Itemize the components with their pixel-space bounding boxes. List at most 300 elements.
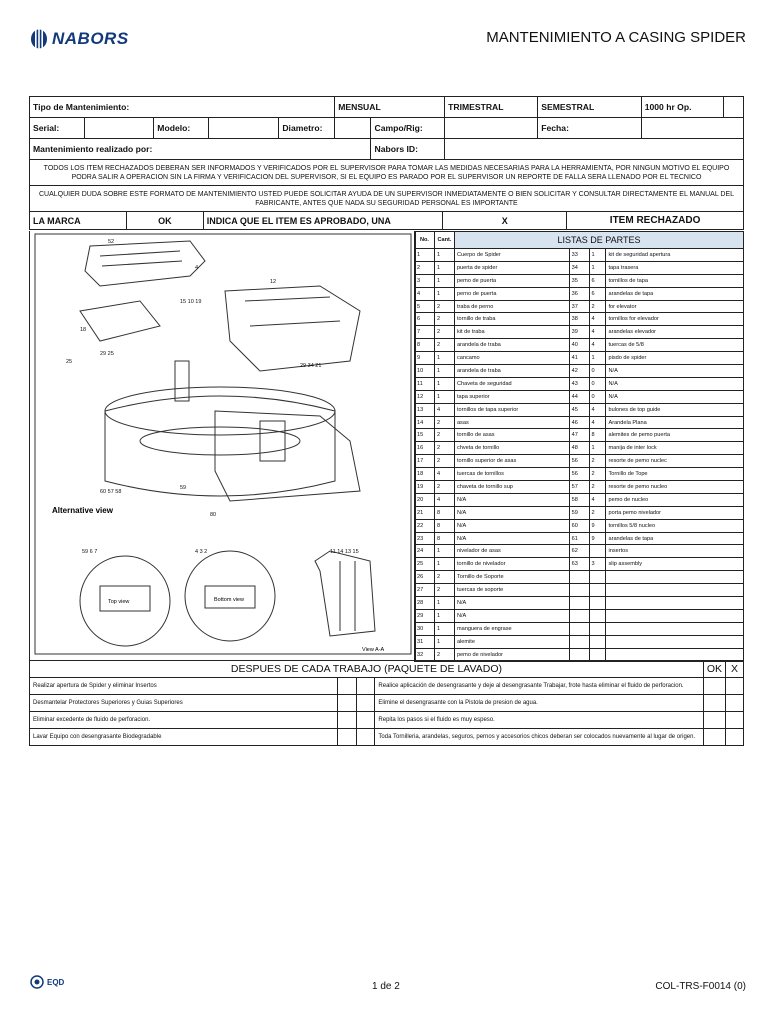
part-no: 33 <box>569 249 589 262</box>
part-no: 17 <box>415 455 435 468</box>
bottom-view-label: Bottom view <box>214 597 244 603</box>
part-no: 45 <box>569 403 589 416</box>
part-no: 40 <box>569 339 589 352</box>
callout-12: 12 <box>270 279 277 285</box>
part-no: 20 <box>415 493 435 506</box>
part-desc <box>606 597 744 610</box>
part-qty: 2 <box>434 300 454 313</box>
part-desc <box>606 584 744 597</box>
part-qty: 4 <box>434 403 454 416</box>
part-desc: Tornillo de Soporte <box>454 571 569 584</box>
part-no <box>569 597 589 610</box>
part-desc: kit de traba <box>454 326 569 339</box>
campo-field[interactable] <box>445 118 538 139</box>
part-desc: chaveta de tornillo sup <box>454 481 569 494</box>
callout-80: 80 <box>210 512 217 518</box>
part-qty: 2 <box>434 416 454 429</box>
part-desc <box>606 622 744 635</box>
parts-row <box>415 597 744 610</box>
part-no: 10 <box>415 365 435 378</box>
nabors-logo <box>30 28 129 50</box>
part-desc: Cuerpo de Spider <box>454 249 569 262</box>
part-desc: tornillo de nivelador <box>454 558 569 571</box>
part-desc: N/A <box>606 365 744 378</box>
part-qty: 1 <box>434 609 454 622</box>
part-qty: 2 <box>589 468 606 481</box>
washing-row <box>30 695 744 712</box>
page-number: 1 de 2 <box>372 981 400 992</box>
part-desc: alemite <box>454 635 569 648</box>
part-no: 9 <box>415 352 435 365</box>
part-no: 62 <box>569 545 589 558</box>
parts-row <box>415 416 744 429</box>
part-no: 44 <box>569 390 589 403</box>
part-qty: 4 <box>589 313 606 326</box>
washing-step: Realizar apertura de Spider y eliminar Insertos <box>30 678 338 695</box>
washing-x-check[interactable] <box>726 712 744 729</box>
washing-title: DESPUES DE CADA TRABAJO (PAQUETE DE LAVADO) <box>30 661 704 678</box>
part-no: 58 <box>569 493 589 506</box>
part-qty: 2 <box>434 481 454 494</box>
parts-col-cant: Cant. <box>434 232 454 249</box>
realizado-label: Mantenimiento realizado por: <box>30 139 371 160</box>
part-qty: 4 <box>589 403 606 416</box>
tipo-label: Tipo de Mantenimiento: <box>30 97 335 118</box>
part-no: 28 <box>415 597 435 610</box>
part-desc: arandelas de tapa <box>606 287 744 300</box>
parts-row <box>415 300 744 313</box>
maintenance-form <box>29 96 744 160</box>
mensual-option[interactable]: MENSUAL <box>335 97 445 118</box>
part-qty: 8 <box>434 532 454 545</box>
part-qty: 4 <box>589 493 606 506</box>
part-no: 6 <box>415 313 435 326</box>
part-no: 3 <box>415 274 435 287</box>
part-desc: tornillo superior de asas <box>454 455 569 468</box>
washing-ok-check[interactable] <box>337 729 356 746</box>
parts-row <box>415 429 744 442</box>
part-desc: tornillo de asas <box>454 429 569 442</box>
washing-ok-check[interactable] <box>703 729 725 746</box>
part-desc: cancamo <box>454 352 569 365</box>
eqd-logo-icon <box>30 975 44 989</box>
parts-row <box>415 339 744 352</box>
part-qty: 1 <box>434 365 454 378</box>
top-view-label: Top view <box>108 599 130 605</box>
washing-x-check[interactable] <box>726 729 744 746</box>
part-no: 25 <box>415 558 435 571</box>
part-desc: puerta de spider <box>454 261 569 274</box>
part-qty: 4 <box>589 339 606 352</box>
part-qty: 2 <box>589 455 606 468</box>
washing-ok-check[interactable] <box>337 712 356 729</box>
part-qty: 2 <box>434 313 454 326</box>
part-desc: arandelas elevador <box>606 326 744 339</box>
part-desc: arandela de traba <box>454 339 569 352</box>
part-no: 41 <box>569 352 589 365</box>
part-desc: pemo de nivelador <box>454 648 569 661</box>
part-desc: resorte de pemo nucleo <box>606 481 744 494</box>
part-qty: 4 <box>434 493 454 506</box>
part-no: 24 <box>415 545 435 558</box>
part-no: 48 <box>569 442 589 455</box>
part-qty: 1 <box>434 622 454 635</box>
washing-ok-check[interactable] <box>703 712 725 729</box>
part-qty: 2 <box>589 300 606 313</box>
washing-x-check[interactable] <box>356 729 375 746</box>
callout-29: 29 25 <box>100 351 114 357</box>
parts-row <box>415 249 744 262</box>
part-no: 61 <box>569 532 589 545</box>
fecha-field[interactable] <box>641 118 743 139</box>
parts-row <box>415 274 744 287</box>
nabors-logo-icon <box>30 29 48 49</box>
washing-step: Toda Tornilleria, arandelas, seguros, pernos y accesorios chicos deberan ser colocados nuevamente al lugar de origen. <box>375 729 703 746</box>
part-no: 57 <box>569 481 589 494</box>
part-qty: 1 <box>434 635 454 648</box>
parts-title: LISTAS DE PARTES <box>454 232 743 249</box>
logo-text: NABORS <box>52 29 129 48</box>
part-desc: N/A <box>454 532 569 545</box>
part-no: 22 <box>415 519 435 532</box>
parts-row <box>415 313 744 326</box>
parts-row <box>415 326 744 339</box>
part-qty: 1 <box>589 352 606 365</box>
part-qty: 2 <box>434 584 454 597</box>
parts-row <box>415 493 744 506</box>
washing-step: Elimine el desengrasante con la Pistola de presion de agua. <box>375 695 703 712</box>
part-no: 16 <box>415 442 435 455</box>
part-desc: N/A <box>454 609 569 622</box>
part-qty: 4 <box>589 416 606 429</box>
parts-row <box>415 468 744 481</box>
part-no: 18 <box>415 468 435 481</box>
washing-x-header: X <box>726 661 744 678</box>
parts-col-no: No. <box>415 232 435 249</box>
campo-label: Campo/Rig: <box>371 118 445 139</box>
part-desc: pemo de nucleo <box>606 493 744 506</box>
callout-bottom-mid: 4 3 2 <box>195 549 208 555</box>
part-desc: tapa trasera <box>606 261 744 274</box>
document-code: COL-TRS-F0014 (0) <box>655 981 746 992</box>
part-qty: 2 <box>589 506 606 519</box>
notice-questions: CUALQUIER DUDA SOBRE ESTE FORMATO DE MANTENIMIENTO USTED PUEDE SOLICITAR AYUDA DE UN SUPERVISOR INMEDIATAMENTE O BIEN SOLICITAR Y CONSULTAR DIRECTAMENTE EL MANUAL DEL FABRICANTE, ANTES QUE NADA SU SEGURIDAD PERSONAL ES IMPORTANTE <box>30 186 744 212</box>
part-desc: tornillos 5/8 nucleo <box>606 519 744 532</box>
part-no: 7 <box>415 326 435 339</box>
modelo-label: Modelo: <box>154 118 209 139</box>
part-qty: 4 <box>589 326 606 339</box>
parts-list <box>414 231 744 662</box>
part-desc: N/A <box>606 377 744 390</box>
parts-row <box>415 635 744 648</box>
eqd-logo-text: EQD <box>47 977 65 987</box>
part-no: 26 <box>415 571 435 584</box>
washing-ok-check[interactable] <box>337 678 356 695</box>
exploded-drawing <box>30 231 415 660</box>
legend-row <box>29 211 744 230</box>
part-no: 38 <box>569 313 589 326</box>
part-no: 21 <box>415 506 435 519</box>
part-desc: arandela de traba <box>454 365 569 378</box>
indica-text: INDICA QUE EL ITEM ES APROBADO, UNA <box>203 212 443 230</box>
part-qty: 0 <box>589 390 606 403</box>
part-qty: 1 <box>434 287 454 300</box>
parts-row <box>415 545 744 558</box>
part-qty: 2 <box>434 442 454 455</box>
fecha-label: Fecha: <box>538 118 641 139</box>
part-qty: 1 <box>434 558 454 571</box>
eqd-logo <box>30 975 64 989</box>
part-no: 13 <box>415 403 435 416</box>
washing-row <box>30 678 744 695</box>
part-desc: tornillos for elevador <box>606 313 744 326</box>
notice-rejected-items: TODOS LOS ITEM RECHAZADOS DEBERAN SER INFORMADOS Y VERIFICADOS POR EL SUPERVISOR PARA TOMAR LAS MEDIDAS NECESARIAS PARA LA HERRAMIENTA, POR NINGUN MOTIVO EL EQUIPO PODRA SALIR A OPERACION SIN LA FIRMA Y VERIFICACION DEL SUPERVISOR, SI EL EQUIPO ES PARADO POR EL SUPERVISOR UN REPORTE DE FALLA SERA LLENADO POR EL TECNICO <box>30 160 744 186</box>
alternative-view-label: Alternative view <box>52 506 113 515</box>
view-aa-label: View A-A <box>362 647 385 653</box>
part-no: 56 <box>569 455 589 468</box>
part-qty <box>589 635 606 648</box>
parts-row <box>415 532 744 545</box>
part-qty: 2 <box>434 429 454 442</box>
callout-59: 59 <box>180 485 187 491</box>
part-desc: N/A <box>454 493 569 506</box>
part-no: 27 <box>415 584 435 597</box>
notices-table <box>29 159 744 212</box>
x-mark: X <box>443 212 567 230</box>
part-no: 34 <box>569 261 589 274</box>
parts-row <box>415 481 744 494</box>
parts-row <box>415 519 744 532</box>
part-qty <box>589 571 606 584</box>
part-qty: 9 <box>589 532 606 545</box>
washing-ok-check[interactable] <box>703 695 725 712</box>
part-desc: pemo de puerta <box>454 274 569 287</box>
part-qty: 3 <box>589 558 606 571</box>
part-qty <box>589 622 606 635</box>
part-no: 2 <box>415 261 435 274</box>
washing-checklist <box>29 660 744 746</box>
part-desc: tapa superior <box>454 390 569 403</box>
part-no <box>569 635 589 648</box>
part-qty: 2 <box>434 455 454 468</box>
washing-step: Desmantelar Protectores Superiores y Guias Superiores <box>30 695 338 712</box>
callout-25: 25 <box>66 359 73 365</box>
nabors-id-field[interactable] <box>445 139 744 160</box>
part-no: 36 <box>569 287 589 300</box>
semestral-option[interactable]: SEMESTRAL <box>538 97 641 118</box>
la-marca-label: LA MARCA <box>30 212 127 230</box>
washing-ok-header: OK <box>703 661 725 678</box>
part-desc: perno de puerta <box>454 287 569 300</box>
part-no: 39 <box>569 326 589 339</box>
serial-label: Serial: <box>30 118 85 139</box>
serial-field[interactable] <box>85 118 154 139</box>
washing-step: Lavar Equipo con desengrasante Biodegradable <box>30 729 338 746</box>
part-desc: N/A <box>454 597 569 610</box>
trimestral-option[interactable]: TRIMESTRAL <box>445 97 538 118</box>
part-qty: 1 <box>434 545 454 558</box>
part-qty: 1 <box>434 274 454 287</box>
parts-row <box>415 390 744 403</box>
part-no <box>569 584 589 597</box>
part-qty: 1 <box>589 249 606 262</box>
part-no: 60 <box>569 519 589 532</box>
part-desc: Chaveta de seguridad <box>454 377 569 390</box>
part-desc: nivelador de asas <box>454 545 569 558</box>
part-desc: arandelas de tapa <box>606 532 744 545</box>
callout-4: 4 <box>195 265 199 271</box>
document-title: MANTENIMIENTO A CASING SPIDER <box>486 29 746 46</box>
part-qty: 1 <box>434 390 454 403</box>
parts-row <box>415 584 744 597</box>
part-desc: bulones de top guide <box>606 403 744 416</box>
callout-top-left: 59 6 7 <box>82 549 98 555</box>
part-desc: chveta de tornillo <box>454 442 569 455</box>
parts-row <box>415 403 744 416</box>
part-no: 56 <box>569 468 589 481</box>
washing-x-check[interactable] <box>356 712 375 729</box>
washing-row <box>30 729 744 746</box>
parts-row <box>415 365 744 378</box>
washing-x-check[interactable] <box>356 678 375 695</box>
part-qty: 8 <box>434 519 454 532</box>
part-no: 42 <box>569 365 589 378</box>
part-no: 19 <box>415 481 435 494</box>
part-desc: for elevator <box>606 300 744 313</box>
part-no: 32 <box>415 648 435 661</box>
part-desc: Tornillo de Tope <box>606 468 744 481</box>
part-no: 43 <box>569 377 589 390</box>
part-desc: tuercas de tornillos <box>454 468 569 481</box>
nabors-id-label: Nabors ID: <box>371 139 445 160</box>
part-desc: manguera de engrase <box>454 622 569 635</box>
part-no: 63 <box>569 558 589 571</box>
part-desc: kit de seguridad apertura <box>606 249 744 262</box>
modelo-field[interactable] <box>209 118 279 139</box>
part-qty <box>589 609 606 622</box>
washing-x-check[interactable] <box>726 678 744 695</box>
part-desc: insertos <box>606 545 744 558</box>
part-desc: traba de perno <box>454 300 569 313</box>
part-qty: 0 <box>589 365 606 378</box>
part-qty: 2 <box>434 326 454 339</box>
parts-row <box>415 352 744 365</box>
callout-60: 60 57 58 <box>100 489 122 495</box>
part-qty: 1 <box>434 597 454 610</box>
part-no: 5 <box>415 300 435 313</box>
washing-step: Repita los pasos si el fluido es muy espeso. <box>375 712 703 729</box>
1000hr-option[interactable]: 1000 hr Op. <box>641 97 724 118</box>
parts-row <box>415 506 744 519</box>
part-no: 11 <box>415 377 435 390</box>
part-desc: manija de inter lock <box>606 442 744 455</box>
part-desc: tuercas de soporte <box>454 584 569 597</box>
part-no <box>569 609 589 622</box>
washing-ok-check[interactable] <box>703 678 725 695</box>
part-qty: 0 <box>589 377 606 390</box>
part-desc: N/A <box>454 519 569 532</box>
part-no: 46 <box>569 416 589 429</box>
part-no <box>569 571 589 584</box>
part-no: 30 <box>415 622 435 635</box>
parts-row <box>415 377 744 390</box>
part-no: 23 <box>415 532 435 545</box>
part-qty: 1 <box>434 377 454 390</box>
part-desc: N/A <box>454 506 569 519</box>
part-desc <box>606 609 744 622</box>
parts-row <box>415 622 744 635</box>
washing-row <box>30 712 744 729</box>
part-desc <box>606 635 744 648</box>
washing-x-check[interactable] <box>356 695 375 712</box>
diametro-field[interactable] <box>335 118 371 139</box>
part-qty: 6 <box>589 274 606 287</box>
ok-mark: OK <box>126 212 203 230</box>
part-qty: 1 <box>434 352 454 365</box>
parts-row <box>415 442 744 455</box>
tipo-check-cell[interactable] <box>724 97 744 118</box>
part-desc: resorte de pemo nuclec <box>606 455 744 468</box>
washing-ok-check[interactable] <box>337 695 356 712</box>
part-no: 8 <box>415 339 435 352</box>
part-desc: pisdo de spider <box>606 352 744 365</box>
part-desc: porta pemo nivelador <box>606 506 744 519</box>
part-desc: N/A <box>606 390 744 403</box>
parts-row <box>415 455 744 468</box>
part-desc: tornillo de traba <box>454 313 569 326</box>
part-desc: alemites de pemo puerta <box>606 429 744 442</box>
parts-row <box>415 261 744 274</box>
diametro-label: Diametro: <box>279 118 335 139</box>
part-qty: 2 <box>589 481 606 494</box>
part-qty <box>589 584 606 597</box>
part-no: 4 <box>415 287 435 300</box>
exploded-drawing-panel <box>29 231 416 661</box>
part-desc: tornillos de tapa <box>606 274 744 287</box>
part-qty: 1 <box>589 442 606 455</box>
parts-row <box>415 558 744 571</box>
callout-52: 52 <box>108 239 115 245</box>
part-no: 47 <box>569 429 589 442</box>
part-qty: 9 <box>589 519 606 532</box>
part-qty: 4 <box>434 468 454 481</box>
callout-15: 15 10 19 <box>180 299 202 305</box>
part-qty: 8 <box>434 506 454 519</box>
part-desc: slip assembly <box>606 558 744 571</box>
part-no: 31 <box>415 635 435 648</box>
part-desc: tornillos de tapa superior <box>454 403 569 416</box>
part-qty: 6 <box>589 287 606 300</box>
part-qty <box>589 545 606 558</box>
callout-18: 18 <box>80 327 87 333</box>
part-desc <box>606 571 744 584</box>
washing-x-check[interactable] <box>726 695 744 712</box>
part-qty: 1 <box>434 249 454 262</box>
part-no: 29 <box>415 609 435 622</box>
part-no: 1 <box>415 249 435 262</box>
washing-step: Eliminar excedente de fluido de perforacion. <box>30 712 338 729</box>
callout-right: 11 14 13 15 <box>330 549 359 555</box>
part-qty: 2 <box>434 339 454 352</box>
parts-row <box>415 571 744 584</box>
part-no: 12 <box>415 390 435 403</box>
part-no: 14 <box>415 416 435 429</box>
part-no: 35 <box>569 274 589 287</box>
part-qty <box>589 597 606 610</box>
part-desc: asas <box>454 416 569 429</box>
part-qty: 8 <box>589 429 606 442</box>
parts-row <box>415 609 744 622</box>
